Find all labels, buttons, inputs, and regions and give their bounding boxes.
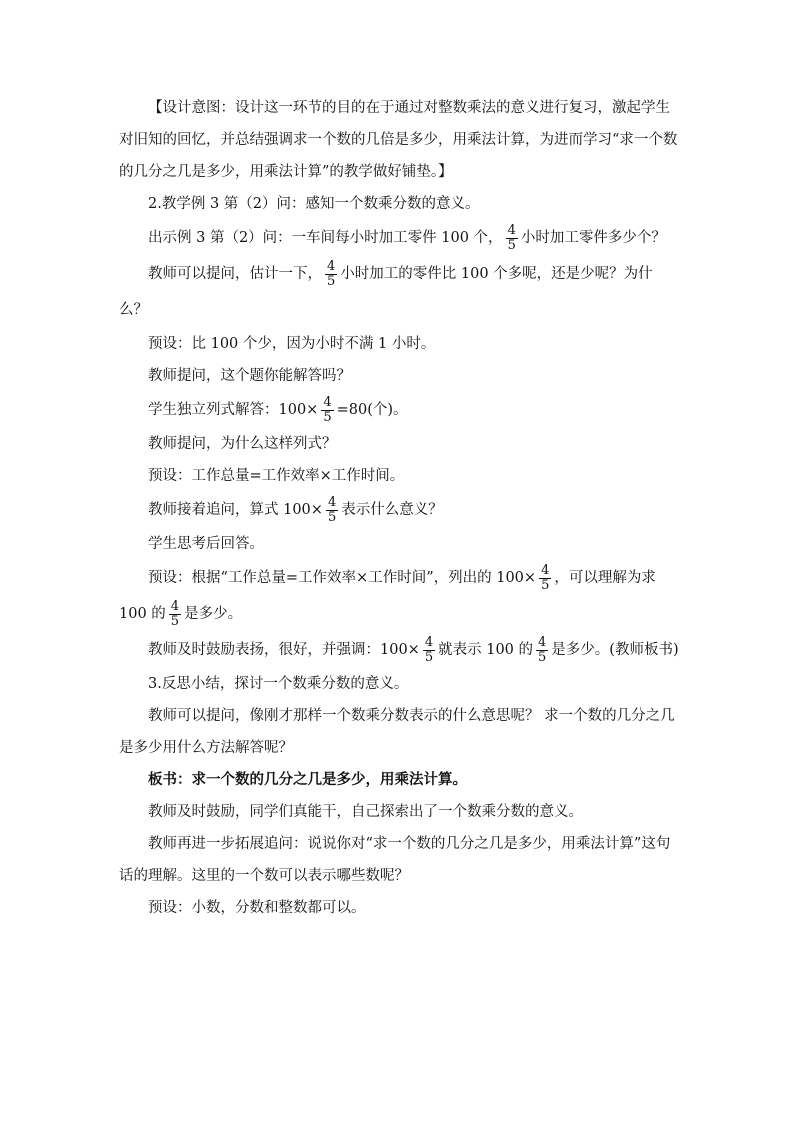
preset-1: 预设：比 100 个少，因为小时不满 1 小时。 <box>148 336 436 352</box>
show-example-paragraph: 出示例 3 第（2）问：一车间每小时加工零件 100 个， $\frac{4}{5}$ 小时加工零件多少个？ <box>148 222 666 253</box>
student-solution: 学生独立列式解答：100× $\frac{4}{5}$ =80(个)。 <box>148 394 408 425</box>
teacher-praise: 教师及时鼓励表扬，很好，并强调：100× $\frac{4}{5}$ 就表示 100 的 $\frac{4}{5}$ 是多少。(教师板书) <box>148 634 679 665</box>
fraction-four-fifths: $\frac{4}{5}$ <box>538 634 547 665</box>
fraction-four-fifths: $\frac{4}{5}$ <box>323 394 332 425</box>
section2-heading: 2.教学例 3 第（2）问：感知一个数乘分数的意义。 <box>148 196 480 212</box>
fraction-four-fifths: $\frac{4}{5}$ <box>170 598 180 629</box>
teacher-question-why: 教师提问，为什么这样列式？ <box>148 436 337 452</box>
fraction-four-fifths: $\frac{4}{5}$ <box>424 634 434 665</box>
document-page <box>119 92 679 924</box>
board-writing: 板书：求一个数的几分之几是多少，用乘法计算。 <box>148 771 467 788</box>
preset-2: 预设：工作总量=工作效率×工作时间。 <box>148 468 405 484</box>
teacher-encourage: 教师及时鼓励，同学们真能干，自己探索出了一个数乘分数的意义。 <box>148 804 583 820</box>
fraction-four-fifths: $\frac{4}{5}$ <box>541 562 550 593</box>
teacher-question-solve: 教师提问，这个题你能解答吗？ <box>148 368 351 384</box>
preset-4: 预设：小数，分数和整数都可以。 <box>148 900 366 916</box>
teacher-question-meaning: 教师接着追问，算式 100× $\frac{4}{5}$ 表示什么意义？ <box>148 494 443 525</box>
section3-heading: 3.反思小结，探讨一个数乘分数的意义。 <box>148 676 409 692</box>
design-intent-paragraph: 【设计意图：设计这一环节的目的在于通过对整数乘法的意义进行复习，激起学生对旧知的回忆，并总结强调求一个数的几倍是多少，用乘法计算，为进而学习“求一个数的几分之几是多少，用乘法计算”的教学做好铺垫。】 <box>119 100 678 180</box>
student-think: 学生思考后回答。 <box>148 536 264 552</box>
fraction-four-fifths: $\frac{4}{5}$ <box>327 258 336 289</box>
fraction-four-fifths: $\frac{4}{5}$ <box>507 222 516 253</box>
teacher-extend-question: 教师再进一步拓展追问：说说你对“求一个数的几分之几是多少，用乘法计算”这句话的理解。这里的一个数可以表示哪些数呢？ <box>119 836 671 884</box>
preset-3: 预设：根据“工作总量=工作效率×工作时间”，列出的 100× $\frac{4}{5}$ ，可以理解为求 100 的 $\frac{4}{5}$ 是多少。 <box>119 562 656 629</box>
teacher-question-estimate: 教师可以提问，估计一下， $\frac{4}{5}$ 小时加工的零件比 100 个多呢，还是少呢？为什么？ <box>119 258 653 318</box>
fraction-four-fifths: $\frac{4}{5}$ <box>327 494 337 525</box>
teacher-question-reflect: 教师可以提问，像刚才那样一个数乘分数表示的什么意思呢？ 求一个数的几分之几是多少用什么方法解答呢？ <box>119 708 675 756</box>
